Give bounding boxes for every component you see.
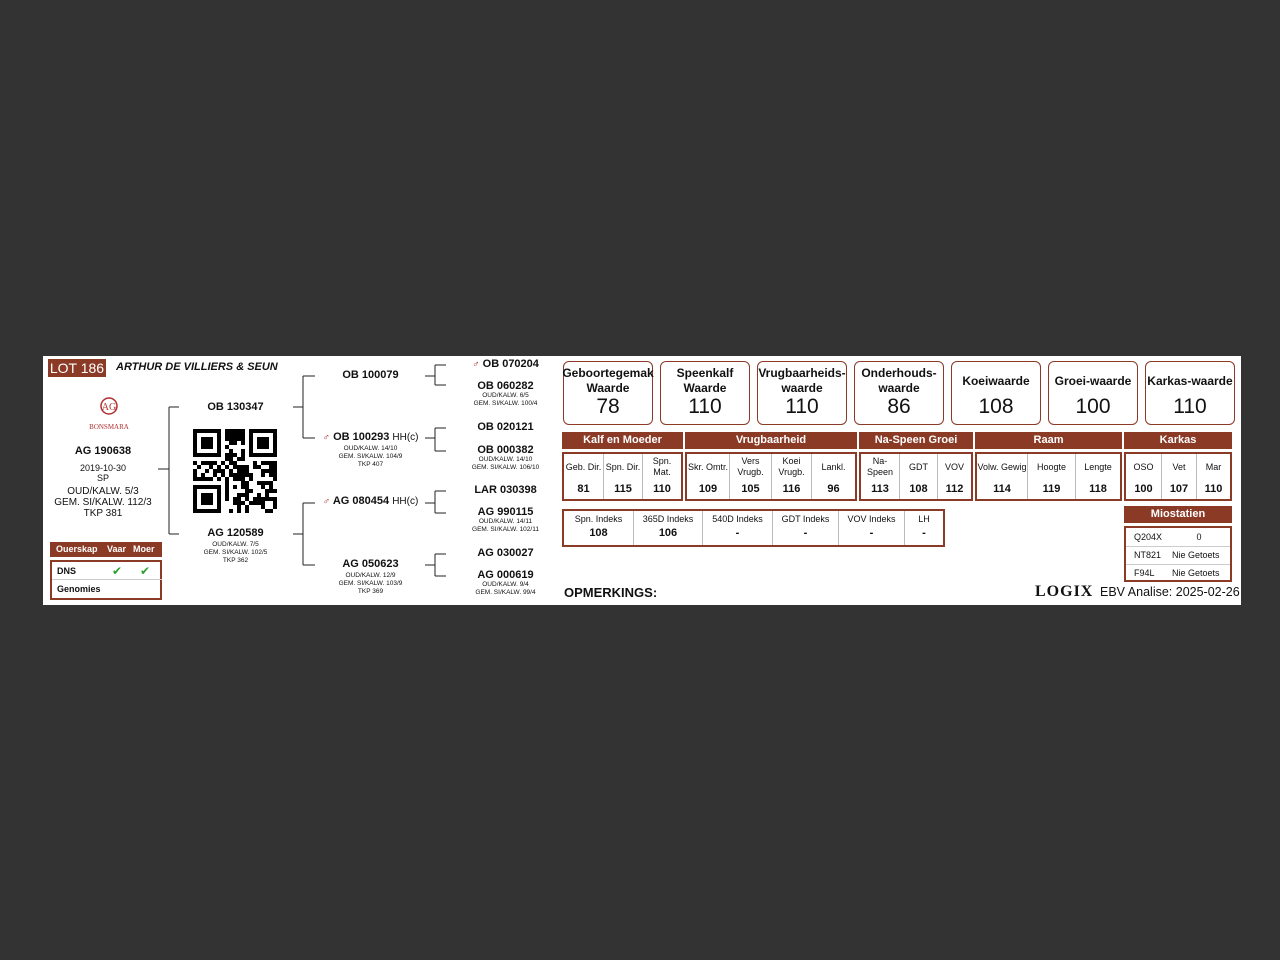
ebv-cell: [899, 454, 937, 499]
g4-id: OB 000382: [477, 444, 534, 456]
ebv-cell-value: 109: [698, 483, 718, 495]
sd-id: OB 100293: [333, 431, 390, 443]
ebv-cell-value: 96: [827, 483, 840, 495]
section-raam: Raam: [975, 432, 1122, 449]
ebv-box-value: 100: [1075, 395, 1111, 418]
ebv-cell: [1126, 454, 1161, 499]
ebv-cell: [1027, 454, 1075, 499]
g8-info: [448, 569, 563, 597]
ebv-cell-label: Vet: [1172, 461, 1186, 472]
ebv-cell: [937, 454, 971, 499]
index-value: -: [869, 527, 874, 539]
index-cell: [702, 511, 772, 545]
g3-id: OB 020121: [477, 421, 534, 433]
ss-id: OB 100079: [342, 369, 399, 381]
ebv-cell: [977, 454, 1027, 499]
miostatien-key: Q204X: [1134, 532, 1163, 542]
animal-dob: 2019-10-30: [79, 463, 127, 473]
index-value: 106: [658, 527, 678, 539]
remarks-label: OPMERKINGS:: [564, 585, 658, 600]
ebv-cell-value: 81: [577, 483, 590, 495]
animal-tkp: TKP 381: [83, 508, 123, 519]
index-value: -: [922, 527, 926, 539]
sd-info: [313, 431, 428, 469]
section-kalf-en-moeder: Kalf en Moeder: [562, 432, 683, 449]
miostatien-table: [1124, 526, 1232, 582]
ebv-cell-label: Lankl.: [821, 461, 846, 472]
dd-oud: OUD/KALW. 12/9: [345, 572, 396, 579]
index-value: -: [735, 527, 740, 539]
svg-text:AG: AG: [101, 402, 117, 413]
g5-id: LAR 030398: [474, 484, 537, 496]
ebv-cell: [811, 454, 855, 499]
dd-info: [313, 558, 428, 596]
lot-badge: LOT 186: [49, 360, 105, 376]
ebv-cell-label: Geb. Dir.: [565, 461, 602, 472]
ebv-cell-label: Lengte: [1084, 461, 1112, 472]
ebv-cell-label: Hoogte: [1036, 461, 1067, 472]
ebv-box-koeiwaarde: [951, 361, 1041, 425]
index-label: VOV Indeks: [847, 514, 896, 524]
ebv-cell-label: VOV: [944, 461, 964, 472]
ebv-cell-value: 112: [945, 483, 964, 495]
index-cell: [838, 511, 904, 545]
ebv-box-label: Onderhouds-waarde: [861, 366, 937, 395]
index-label: 540D Indeks: [712, 514, 763, 524]
ebv-cell: [687, 454, 729, 499]
ebv-cell-value: 105: [741, 483, 760, 495]
miostatien-header: Miostatien: [1124, 506, 1232, 523]
g4-oud: OUD/KALW. 14/10: [478, 456, 533, 463]
miostatien-value: Nie Getoets: [1172, 568, 1220, 578]
ebv-box-speenkalf: [660, 361, 750, 425]
ebv-cell-value: 116: [782, 483, 801, 495]
logo-text: BONSMARA: [89, 423, 129, 431]
ebv-box-value: 110: [785, 395, 819, 418]
ebv-cell: [771, 454, 811, 499]
group-vrugbaarheid: [685, 452, 857, 501]
ebv-cell: [564, 454, 603, 499]
section-na-speen-groei: Na-Speen Groei: [859, 432, 973, 449]
dam-tkp: TKP 362: [222, 557, 249, 564]
logix-logo: LOGIX: [1035, 583, 1094, 600]
ebv-cell-value: 100: [1134, 483, 1153, 495]
g2-oud: OUD/KALW. 6/5: [482, 392, 529, 399]
sd-gem: GEM. SI/KALW. 104/9: [338, 453, 403, 460]
ebv-cell-label: Na-Speen: [866, 456, 894, 477]
animal-id: AG 190638: [74, 445, 132, 457]
g7-id: AG 030027: [477, 547, 534, 559]
qr-code: [193, 429, 277, 513]
ebv-cell-value: 114: [993, 483, 1011, 495]
dam-id: AG 120589: [207, 527, 264, 539]
ebv-cell-value: 110: [653, 483, 671, 495]
group-na-speen-groei: [859, 452, 973, 501]
ebv-cell-label: Mar: [1205, 461, 1222, 472]
ebv-cell-label: GDT: [909, 461, 928, 472]
g6-gem: GEM. SI/KALW. 102/11: [472, 526, 539, 533]
sd-tkp: TKP 407: [357, 461, 384, 468]
index-cell: [564, 511, 633, 545]
g2-id: OB 060282: [477, 380, 534, 392]
miostatien-row: [1126, 564, 1230, 582]
animal-type: SP: [96, 473, 109, 483]
ebv-box-vrugbaarheid: [757, 361, 847, 425]
group-karkas: [1124, 452, 1232, 501]
miostatien-value: Nie Getoets: [1172, 550, 1220, 560]
dam-oud: OUD/KALW. 7/5: [212, 541, 259, 548]
g8-oud: OUD/KALW. 9/4: [482, 581, 529, 588]
ebv-cell-value: 110: [1204, 483, 1223, 495]
ebv-box-groei: [1048, 361, 1138, 425]
ebv-cell-value: 107: [1169, 483, 1189, 495]
ebv-cell-label: OSO: [1133, 461, 1154, 472]
group-kalf-en-moeder: [562, 452, 683, 501]
ebv-cell: [861, 454, 899, 499]
g1-id: OB 070204: [482, 358, 539, 370]
dd-id: AG 050623: [342, 558, 399, 570]
dam-gem: GEM. SI/KALW. 102/5: [203, 549, 268, 556]
ds-id: AG 080454: [332, 495, 390, 507]
ebv-box-geboortegemak: [563, 361, 653, 425]
section-karkas: Karkas: [1124, 432, 1232, 449]
g8-id: AG 000619: [477, 569, 534, 581]
miostatien-key: F94L: [1134, 568, 1155, 578]
index-cell: [772, 511, 838, 545]
g2-gem: GEM. SI/KALW. 100/4: [473, 400, 538, 407]
ebv-box-label: Groei-waarde: [1054, 373, 1132, 388]
sd-oud: OUD/KALW. 14/10: [343, 445, 398, 452]
ebv-box-label: Koeiwaarde: [962, 373, 1030, 388]
index-value: 108: [589, 527, 608, 539]
ebv-cell-value: 118: [1089, 483, 1107, 495]
g6-oud: OUD/KALW. 14/11: [478, 518, 533, 525]
g8-gem: GEM. SI/KALW. 99/4: [475, 589, 536, 596]
index-value: -: [803, 527, 808, 539]
dam-info: [183, 527, 288, 565]
ebv-cell-label: Spn. Dir.: [605, 461, 641, 472]
parentage-header-vaar: Vaar: [107, 544, 127, 554]
analysis-date: EBV Analise: 2025-02-26: [1100, 585, 1240, 599]
ebv-box-onderhoud: [854, 361, 944, 425]
ebv-cell: [642, 454, 681, 499]
ds-info: [313, 495, 428, 507]
ebv-cell: [603, 454, 642, 499]
ds-suffix: HH(c): [392, 496, 419, 507]
qr-code-icon: [193, 429, 277, 513]
lot-card: [43, 356, 1241, 605]
owner-name: ARTHUR DE VILLIERS & SEUN: [116, 361, 278, 373]
index-label: GDT Indeks: [781, 514, 830, 524]
ebv-box-label: Speenkalf Waarde: [676, 366, 734, 395]
ebv-cell-label: Volw. Gewig: [977, 461, 1027, 472]
animal-gem: GEM. SI/KALW. 112/3: [54, 497, 152, 508]
sd-suffix: HH(c): [392, 432, 419, 443]
section-vrugbaarheid: Vrugbaarheid: [685, 432, 857, 449]
ebv-cell: [1075, 454, 1120, 499]
ebv-box-value: 108: [978, 395, 1014, 418]
ebv-box-label: Karkas-waarde: [1147, 373, 1233, 388]
index-cell: [633, 511, 702, 545]
parentage-header-moer: Moer: [133, 544, 155, 554]
index-cell: [904, 511, 943, 545]
g4-gem: GEM. SI/KALW. 106/10: [471, 464, 540, 471]
sire-id: OB 130347: [207, 401, 264, 413]
g4-info: [448, 444, 563, 472]
ebv-cell: [729, 454, 771, 499]
ebv-box-karkas: [1145, 361, 1235, 425]
ag-mark-icon: ♂: [322, 496, 331, 507]
miostatien-key: NT821: [1134, 550, 1162, 560]
ebv-cell-label: Vers Vrugb.: [737, 456, 764, 477]
ebv-cell: [1196, 454, 1230, 499]
ebv-box-value: 78: [596, 395, 620, 418]
moer-check-icon: ✔: [140, 564, 151, 578]
index-label: 365D Indeks: [642, 514, 694, 524]
index-label: Spn. Indeks: [574, 514, 623, 524]
vaar-check-icon: ✔: [112, 564, 123, 578]
index-table: [562, 509, 945, 547]
g6-info: [448, 506, 563, 534]
ebv-cell-value: 115: [614, 483, 632, 495]
group-raam: [975, 452, 1122, 501]
parentage-row-label: DNS: [57, 566, 77, 576]
ebv-cell-value: 119: [1042, 483, 1061, 495]
ebv-box-value: 86: [887, 395, 911, 418]
miostatien-value: 0: [1196, 532, 1202, 542]
ebv-box-label: Geboortegemak Waarde: [562, 366, 654, 395]
g2-info: [448, 380, 563, 408]
dd-tkp: TKP 369: [357, 588, 384, 595]
miostatien-row: [1126, 546, 1230, 565]
ebv-cell: [1161, 454, 1196, 499]
ebv-box-label: Vrugbaarheids-waarde: [758, 366, 846, 395]
g1-info: [448, 358, 563, 370]
index-label: LH: [918, 514, 930, 524]
dd-gem: GEM. SI/KALW. 103/9: [338, 580, 403, 587]
ag-mark-icon: ♂: [472, 359, 480, 370]
ebv-cell-label: Koei Vrugb.: [778, 456, 805, 477]
parentage-row-label: Genomies: [57, 584, 101, 594]
miostatien-row: [1126, 528, 1230, 547]
animal-oud-kalw: OUD/KALW. 5/3: [67, 486, 139, 497]
ebv-cell-value: 108: [909, 483, 928, 495]
g6-id: AG 990115: [477, 506, 534, 518]
parentage-header-label: Ouerskap: [56, 544, 98, 554]
ag-mark-icon: ♂: [322, 432, 330, 443]
ebv-cell-value: 113: [871, 483, 889, 495]
ebv-box-value: 110: [1173, 395, 1207, 418]
ebv-box-value: 110: [688, 395, 722, 418]
ebv-cell-label: Spn. Mat.: [652, 456, 672, 477]
ebv-cell-label: Skr. Omtr.: [687, 461, 728, 472]
